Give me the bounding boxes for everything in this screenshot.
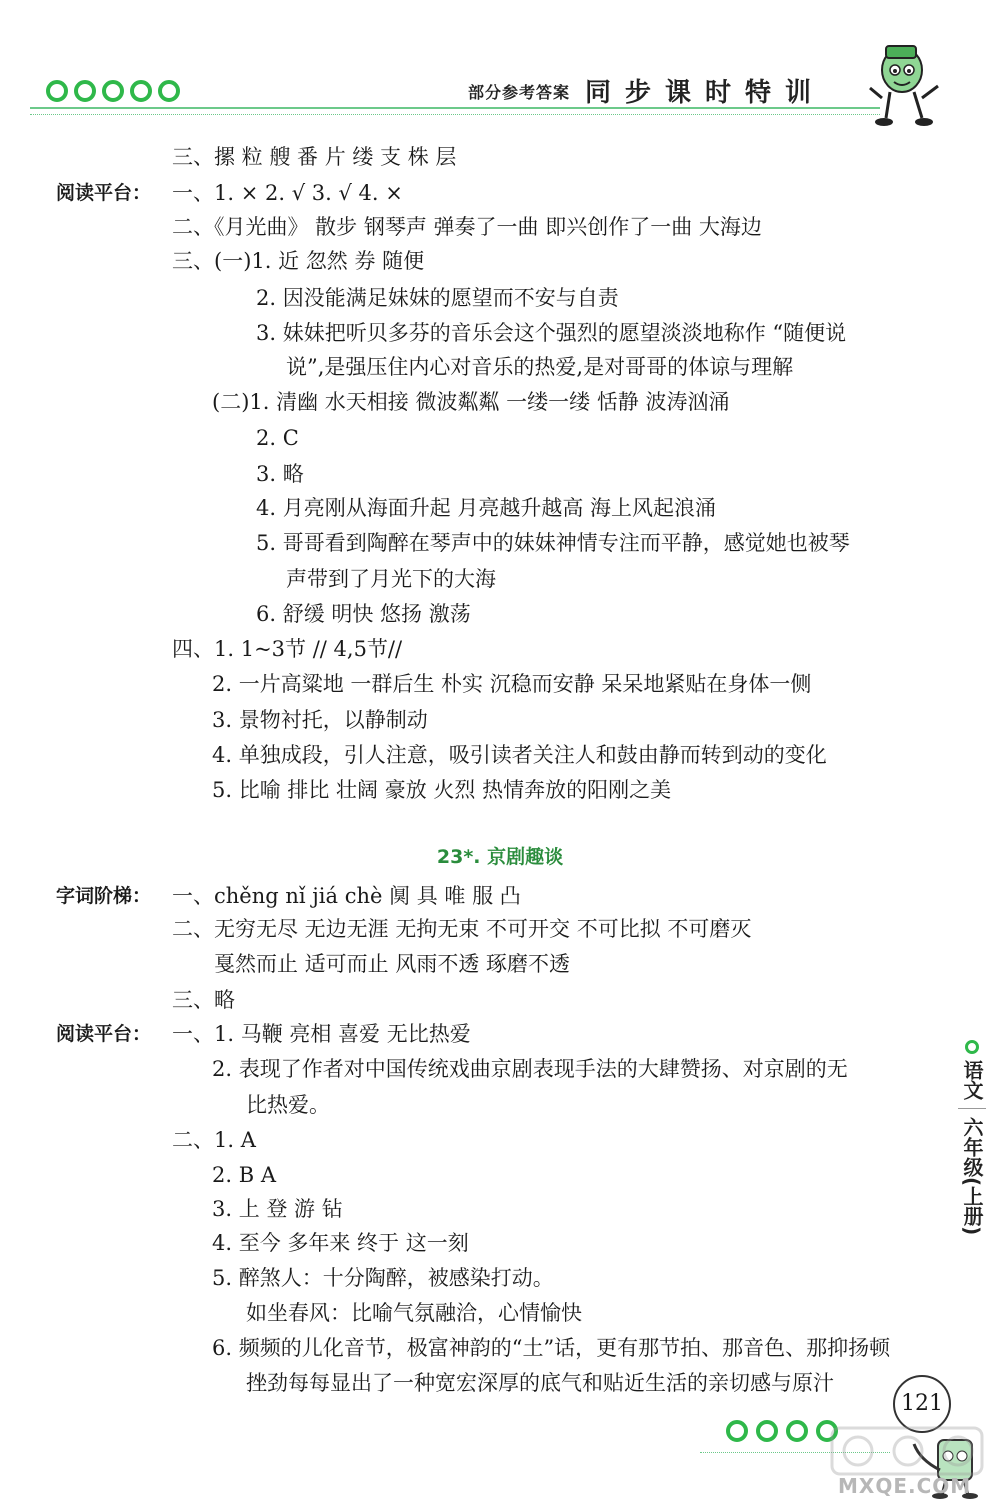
watermark-text: MXQE.COM: [838, 1474, 972, 1498]
answer-line: 2. C: [256, 426, 299, 450]
answer-line: 戛然而止 适可而止 风雨不透 琢磨不透: [214, 952, 571, 976]
circle-icon: [756, 1420, 778, 1442]
circle-icon: [158, 80, 180, 102]
answer-line: 一、1. 马鞭 亮相 喜爱 无比热爱: [172, 1022, 471, 1046]
answer-line: 4. 至今 多年来 终于 这一刻: [212, 1231, 469, 1255]
answer-line: 5. 比喻 排比 壮阔 豪放 火烈 热情奔放的阳刚之美: [212, 778, 672, 802]
answer-line: 2. 因没能满足妹妹的愿望而不安与自责: [256, 286, 619, 310]
side-tab-divider: [958, 1108, 986, 1109]
answer-line: 二、1. A: [172, 1128, 256, 1152]
side-tab-grade: 六年级(上册): [960, 1117, 984, 1236]
section-title: 23*. 京剧趣谈: [436, 846, 564, 868]
answer-line: 说”,是强压住内心对音乐的热爱,是对哥哥的体谅与理解: [286, 355, 794, 379]
answer-line: 4. 单独成段，引人注意，吸引读者关注人和鼓由静而转到动的变化: [212, 743, 827, 767]
answer-line: 5. 哥哥看到陶醉在琴声中的妹妹神情专注而平静，感觉她也被琴: [256, 531, 850, 555]
circle-icon: [786, 1420, 808, 1442]
answer-line: 2. 表现了作者对中国传统戏曲京剧表现手法的大肆赞扬、对京剧的无: [212, 1057, 848, 1081]
answer-line: 声带到了月光下的大海: [286, 567, 496, 591]
circle-icon: [965, 1040, 979, 1054]
mascot-icon: [860, 40, 950, 130]
answer-line: 如坐春风：比喻气氛融洽，心情愉快: [246, 1301, 582, 1325]
answer-line: 四、1. 1~3节 // 4,5节//: [172, 637, 403, 661]
answer-line: 3. 略: [256, 462, 304, 486]
answer-line: 3. 妹妹把听贝多芬的音乐会这个强烈的愿望淡淡地称作 “随便说: [256, 321, 847, 345]
answer-line: 三、(一)1. 近 忽然 券 随便: [172, 249, 425, 273]
answer-line: 6. 频频的儿化音节，极富神韵的“土”话，更有那节拍、那音色、那抑扬顿: [212, 1336, 891, 1360]
answer-line: 一、1. × 2. √ 3. √ 4. ×: [172, 181, 403, 205]
answer-line: 6. 舒缓 明快 悠扬 激荡: [256, 602, 471, 626]
header-dots-decoration: [46, 80, 180, 102]
circle-icon: [74, 80, 96, 102]
section-label-words: 字词阶梯：: [56, 885, 152, 907]
section-label-reading: 阅读平台：: [56, 182, 152, 204]
answer-line: 二、无穷无尽 无边无涯 无拘无束 不可开交 不可比拟 不可磨灭: [172, 917, 752, 941]
page-number: 121: [893, 1375, 951, 1433]
circle-icon: [46, 80, 68, 102]
header-dotted-rule: [30, 114, 880, 115]
answer-line: 比热爱。: [246, 1093, 330, 1117]
side-tab: [955, 1040, 989, 1235]
answer-line: 3. 景物衬托，以静制动: [212, 708, 428, 732]
side-tab-subject: 语文: [960, 1060, 984, 1100]
answer-line: 三、摞 粒 艘 番 片 缕 支 株 层: [172, 145, 457, 169]
answer-line: 2. 一片高粱地 一群后生 朴实 沉稳而安静 呆呆地紧贴在身体一侧: [212, 672, 812, 696]
header-subtitle: 部分参考答案: [468, 83, 571, 102]
answer-line: 挫劲每每显出了一种宽宏深厚的底气和贴近生活的亲切感与原汁: [246, 1371, 834, 1395]
answer-line: 4. 月亮刚从海面升起 月亮越升越高 海上风起浪涌: [256, 496, 717, 520]
circle-icon: [102, 80, 124, 102]
section-label-reading: 阅读平台：: [56, 1023, 152, 1045]
answer-line: 5. 醉煞人：十分陶醉，被感染打动。: [212, 1266, 554, 1290]
answer-line: (二)1. 清幽 水天相接 微波粼粼 一缕一缕 恬静 波涛汹涌: [212, 390, 730, 414]
answer-line: 二、《月光曲》 散步 钢琴声 弹奏了一曲 即兴创作了一曲 大海边: [172, 215, 762, 239]
circle-icon: [726, 1420, 748, 1442]
answer-line: 3. 上 登 游 钻: [212, 1197, 343, 1221]
footer-dots-decoration: [726, 1420, 838, 1442]
header-title: 同步课时特训: [585, 78, 826, 108]
circle-icon: [130, 80, 152, 102]
answer-line: 2. B A: [212, 1163, 276, 1187]
answer-line: 一、chěng nǐ jiá chè 阒 具 唯 服 凸: [172, 884, 521, 908]
answer-line: 三、略: [172, 988, 235, 1012]
